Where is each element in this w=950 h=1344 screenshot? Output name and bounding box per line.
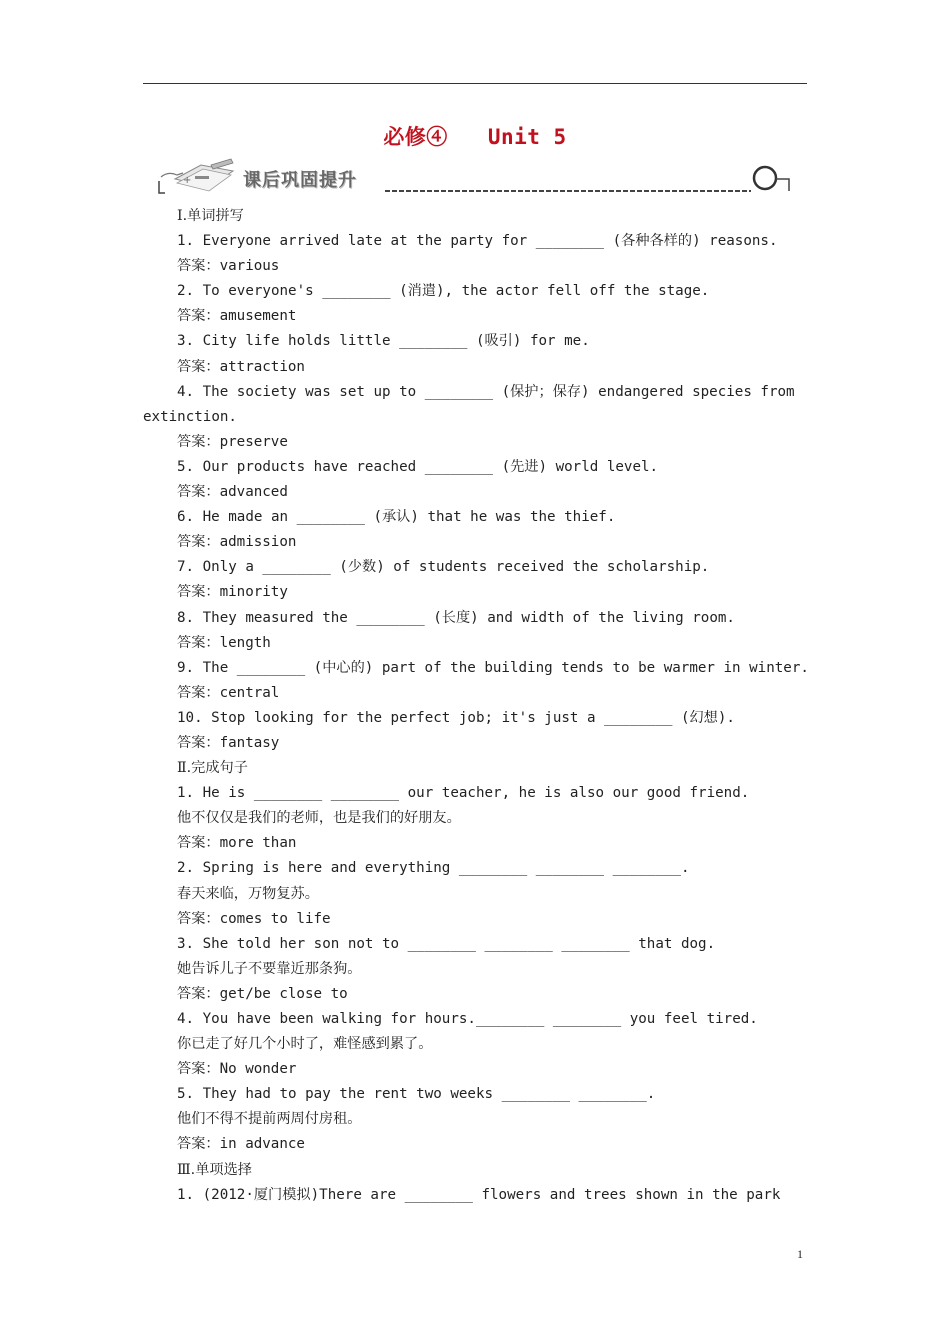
question-line: 5. They had to pay the rent two weeks ________ ________.	[177, 1086, 656, 1103]
section-heading-sentences: Ⅱ.完成句子	[177, 760, 248, 777]
question-line: 4. You have been walking for hours.________ ________ you feel tired.	[177, 1011, 758, 1027]
section-banner	[153, 157, 793, 197]
svg-text:+: +	[183, 175, 192, 186]
section-heading-choice: Ⅲ.单项选择	[177, 1161, 252, 1178]
title-module: 必修④	[383, 124, 448, 149]
answer-line: 答案：amusement	[177, 308, 297, 325]
question-line: 1. (2012·厦门模拟)There are ________ flowers and trees shown in the park	[177, 1186, 781, 1203]
question-line: 9. The ________ (中心的) part of the building tends to be warmer in winter.	[177, 659, 809, 676]
answer-line: 答案：fantasy	[177, 734, 280, 751]
translation-line: 你已走了好几个小时了，难怪感到累了。	[177, 1036, 433, 1053]
answer-line: 答案：advanced	[177, 484, 288, 501]
answer-line: 答案：get/be close to	[177, 985, 348, 1002]
answer-line: 答案：in advance	[177, 1136, 305, 1153]
translation-line: 他们不得不提前两周付房租。	[177, 1111, 362, 1128]
answer-line: 答案：attraction	[177, 358, 305, 375]
question-line: 7. Only a ________ (少数) of students received the scholarship.	[177, 559, 710, 576]
header-rule	[143, 83, 807, 84]
section-heading-spelling: Ⅰ.单词拼写	[177, 208, 244, 224]
question-line-continued: extinction.	[143, 408, 237, 425]
page-number: 1	[797, 1247, 803, 1261]
answer-line: 答案：comes to life	[177, 910, 331, 927]
question-line: 8. They measured the ________ (长度) and width of the living room.	[177, 609, 735, 626]
answer-line: 答案：minority	[177, 584, 288, 601]
answer-line: 答案：various	[177, 258, 280, 275]
question-line: 2. Spring is here and everything ________ ________ ________.	[177, 860, 690, 877]
question-line: 3. City life holds little ________ (吸引) for me.	[177, 333, 590, 350]
question-line: 10. Stop looking for the perfect job; it's just a ________ (幻想).	[177, 709, 735, 726]
translation-line: 他不仅仅是我们的老师，也是我们的好朋友。	[177, 810, 461, 827]
answer-line: 答案：admission	[177, 534, 297, 551]
title-unit: Unit 5	[487, 125, 567, 149]
answer-line: 答案：more than	[177, 835, 297, 852]
page-title	[0, 121, 950, 151]
question-line: 1. He is ________ ________ our teacher, he is also our good friend.	[177, 785, 750, 802]
question-line: 4. The society was set up to ________ (保护；保存) endangered species from	[177, 383, 795, 400]
question-line: 3. She told her son not to ________ ________ ________ that dog.	[177, 935, 716, 952]
banner-title: 课后巩固提升	[243, 170, 357, 191]
translation-line: 春天来临，万物复苏。	[177, 885, 319, 902]
question-line: 5. Our products have reached ________ (先进) world level.	[177, 458, 659, 475]
answer-line: 答案：No wonder	[177, 1061, 297, 1078]
answer-line: 答案：length	[177, 634, 271, 651]
question-line: 2. To everyone's ________ (消遣), the actor fell off the stage.	[177, 283, 710, 300]
notebook-pencil-icon	[175, 159, 233, 191]
answer-line: 答案：central	[177, 684, 280, 701]
answer-line: 答案：preserve	[177, 433, 288, 450]
translation-line: 她告诉儿子不要靠近那条狗。	[177, 960, 362, 977]
question-line: 1. Everyone arrived late at the party for ________ (各种各样的) reasons.	[177, 233, 778, 250]
question-line: 6. He made an ________ (承认) that he was the thief.	[177, 509, 616, 526]
exercise-content	[0, 204, 950, 1208]
